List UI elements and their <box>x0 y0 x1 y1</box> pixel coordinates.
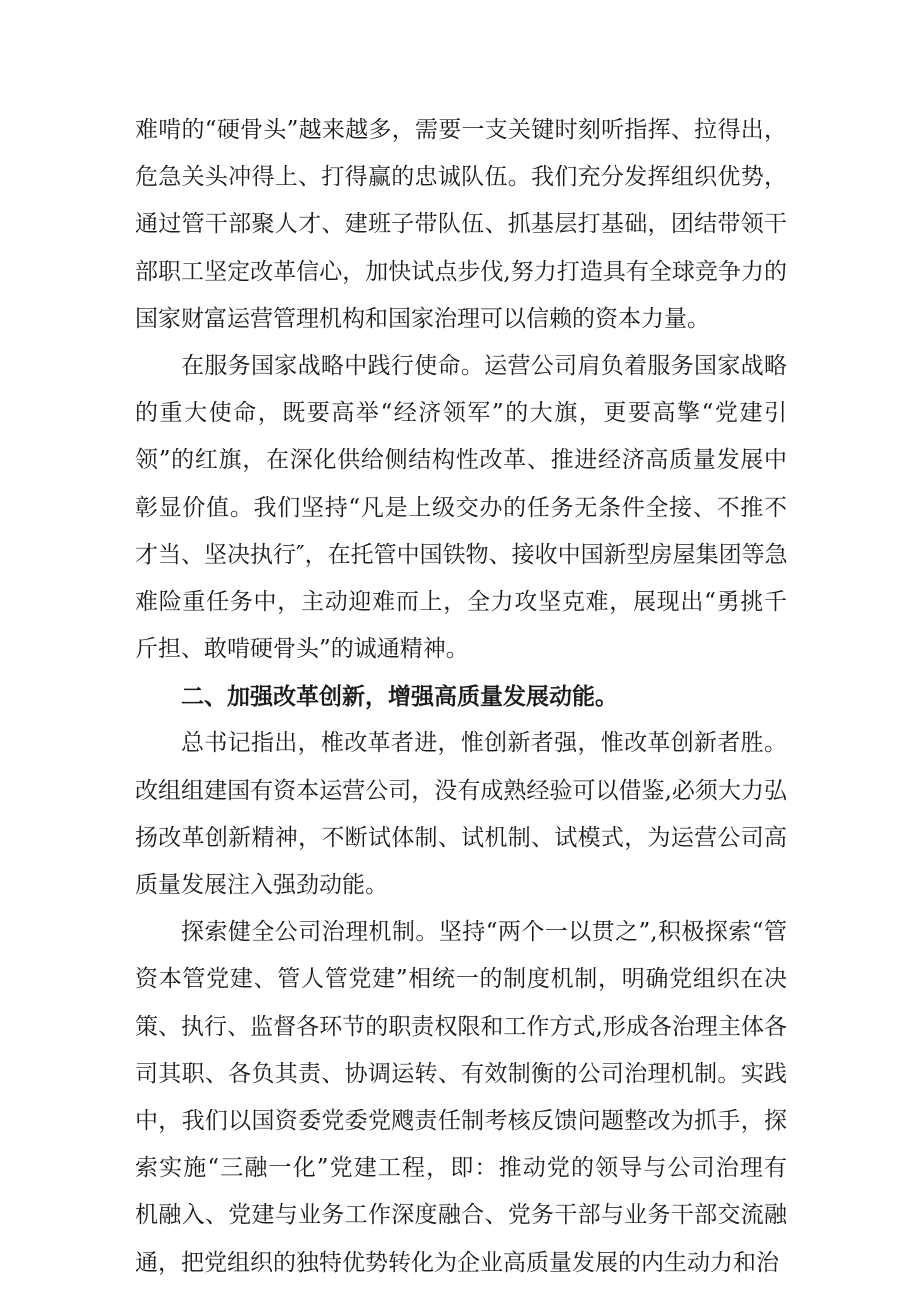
paragraph-line: 策、执行、监督各环节的职责权限和工作方式,形成各治理主体各 <box>135 1013 787 1040</box>
paragraph-line: 机融入、党建与业务工作深度融合、党务干部与业务干部交流融 <box>135 1202 787 1229</box>
paragraph-line: 彰显价值。我们坚持“凡是上级交办的任务无条件全接、不推不 <box>135 494 787 521</box>
paragraph-line: 改组组建国有资本运营公司，没有成熟经验可以借鉴,必须大力弘 <box>135 777 787 804</box>
paragraph-line: 质量发展注入强劲动能。 <box>135 872 388 898</box>
paragraph-line: 难啃的“硬骨头”越来越多，需要一支关键时刻听指挥、拉得出， <box>135 117 787 143</box>
paragraph-line: 在服务国家战略中践行使命。运营公司肩负着服务国家战略 <box>181 352 787 379</box>
paragraph-line: 通过管干部聚人才、建班子带队伍、抓基层打基础，团结带领干 <box>135 211 787 238</box>
paragraph <box>135 107 787 343</box>
paragraph-line: 才当、坚决执行″，在托管中国铁物、接收中国新型房屋集团等急 <box>135 541 788 568</box>
paragraph-line: 中，我们以国资委党委党飕责任制考核反馈问题整改为抓手，探 <box>135 1107 787 1134</box>
paragraph-line: 部职工坚定改革信心，加快试点步伐,努力打造具有全球竞争力的 <box>135 258 787 285</box>
paragraph <box>135 909 787 1287</box>
paragraph-line: 国家财富运营管理机构和国家治理可以信赖的资本力量。 <box>135 305 710 332</box>
paragraph-line: 司其职、各负其责、协调运转、有效制衡的公司治理机制。实践 <box>135 1060 787 1087</box>
paragraph-line: 难险重任务中，主动迎难而上，全力攻坚克难，展现出“勇挑千 <box>135 588 787 615</box>
paragraph-line: 资本管党建、管人管党建”相统一的制度机制，明确党组织在决 <box>135 966 787 993</box>
paragraph-line: 的重大使命，既要高举“经济领军”的大旗，更要高擎“党建引 <box>135 400 787 427</box>
paragraph <box>135 343 787 673</box>
paragraph-line: 探索健全公司治理机制。坚持“两个一以贯之”,积极探索“管 <box>181 919 787 946</box>
paragraph-line: 斤担、敢啃硬骨头”的诚通精神。 <box>135 636 469 663</box>
document-body <box>135 107 787 1287</box>
paragraph-line: 危急关头冲得上、打得赢的忠诚队伍。我们充分发挥组织优势， <box>135 164 787 191</box>
paragraph-line: 索实施“三融一化”党建工程，即：推动党的领导与公司治理有 <box>135 1155 787 1182</box>
heading-line: 二、加强改革创新，增强高质量发展动能。 <box>181 683 618 711</box>
paragraph-line: 扬改革创新精神，不断试体制、试机制、试模式，为运营公司高 <box>135 824 787 851</box>
paragraph <box>135 720 787 909</box>
paragraph-line: 通，把党组织的独特优势转化为企业高质量发展的内生动力和治 <box>135 1249 779 1276</box>
section-heading <box>135 673 787 720</box>
paragraph-line: 领”的红旗，在深化供给侧结构性改革、推进经济高质量发展中 <box>135 447 787 474</box>
paragraph-line: 总书记指出，椎改革者进，惟创新者强，惟改革创新者胜。 <box>181 730 787 757</box>
